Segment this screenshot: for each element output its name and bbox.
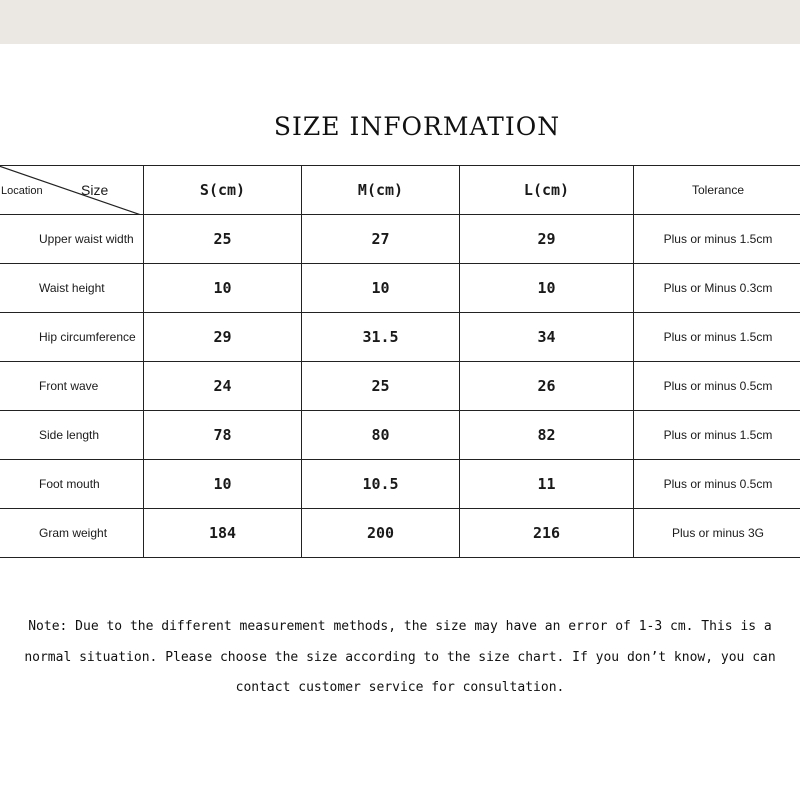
tolerance: Plus or minus 0.5cm <box>634 460 800 509</box>
table-row <box>0 264 800 313</box>
size-label: Size <box>81 182 109 198</box>
value-m: 200 <box>302 509 460 558</box>
tolerance: Plus or minus 1.5cm <box>634 313 800 362</box>
value-l: 34 <box>460 313 634 362</box>
row-label: Foot mouth <box>0 460 144 509</box>
table-row <box>0 460 800 509</box>
row-label: Upper waist width <box>0 215 144 264</box>
row-label: Gram weight <box>0 509 144 558</box>
value-s: 184 <box>144 509 302 558</box>
row-label: Side length <box>0 411 144 460</box>
value-m: 80 <box>302 411 460 460</box>
value-m: 31.5 <box>302 313 460 362</box>
header-row <box>0 166 800 215</box>
table-row <box>0 215 800 264</box>
corner-header <box>0 166 144 215</box>
header-tolerance: Tolerance <box>634 166 800 215</box>
value-s: 10 <box>144 460 302 509</box>
value-l: 216 <box>460 509 634 558</box>
top-band <box>0 0 800 44</box>
tolerance: Plus or minus 1.5cm <box>634 215 800 264</box>
location-label: Location <box>1 185 43 197</box>
value-l: 10 <box>460 264 634 313</box>
tolerance: Plus or minus 0.5cm <box>634 362 800 411</box>
header-s: S(cm) <box>144 166 302 215</box>
table-row <box>0 509 800 558</box>
value-s: 10 <box>144 264 302 313</box>
table-row <box>0 362 800 411</box>
value-m: 27 <box>302 215 460 264</box>
value-m: 25 <box>302 362 460 411</box>
value-s: 25 <box>144 215 302 264</box>
header-m: M(cm) <box>302 166 460 215</box>
header-l: L(cm) <box>460 166 634 215</box>
value-l: 26 <box>460 362 634 411</box>
value-s: 78 <box>144 411 302 460</box>
table-row <box>0 313 800 362</box>
tolerance: Plus or Minus 0.3cm <box>634 264 800 313</box>
tolerance: Plus or minus 1.5cm <box>634 411 800 460</box>
value-m: 10.5 <box>302 460 460 509</box>
row-label: Front wave <box>0 362 144 411</box>
value-l: 82 <box>460 411 634 460</box>
page-title: SIZE INFORMATION <box>273 112 561 141</box>
value-l: 11 <box>460 460 634 509</box>
tolerance: Plus or minus 3G <box>634 509 800 558</box>
measurement-note: Note: Due to the different measurement methods, the size may have an error of 1-3 cm. This is a normal situation. Please choose the size according to the size chart. If you don’t know, you can contact customer service for consultation. <box>24 619 776 695</box>
size-table <box>0 165 800 558</box>
value-s: 24 <box>144 362 302 411</box>
value-l: 29 <box>460 215 634 264</box>
row-label: Hip circumference <box>0 313 144 362</box>
row-label: Waist height <box>0 264 144 313</box>
value-s: 29 <box>144 313 302 362</box>
table-row <box>0 411 800 460</box>
value-m: 10 <box>302 264 460 313</box>
